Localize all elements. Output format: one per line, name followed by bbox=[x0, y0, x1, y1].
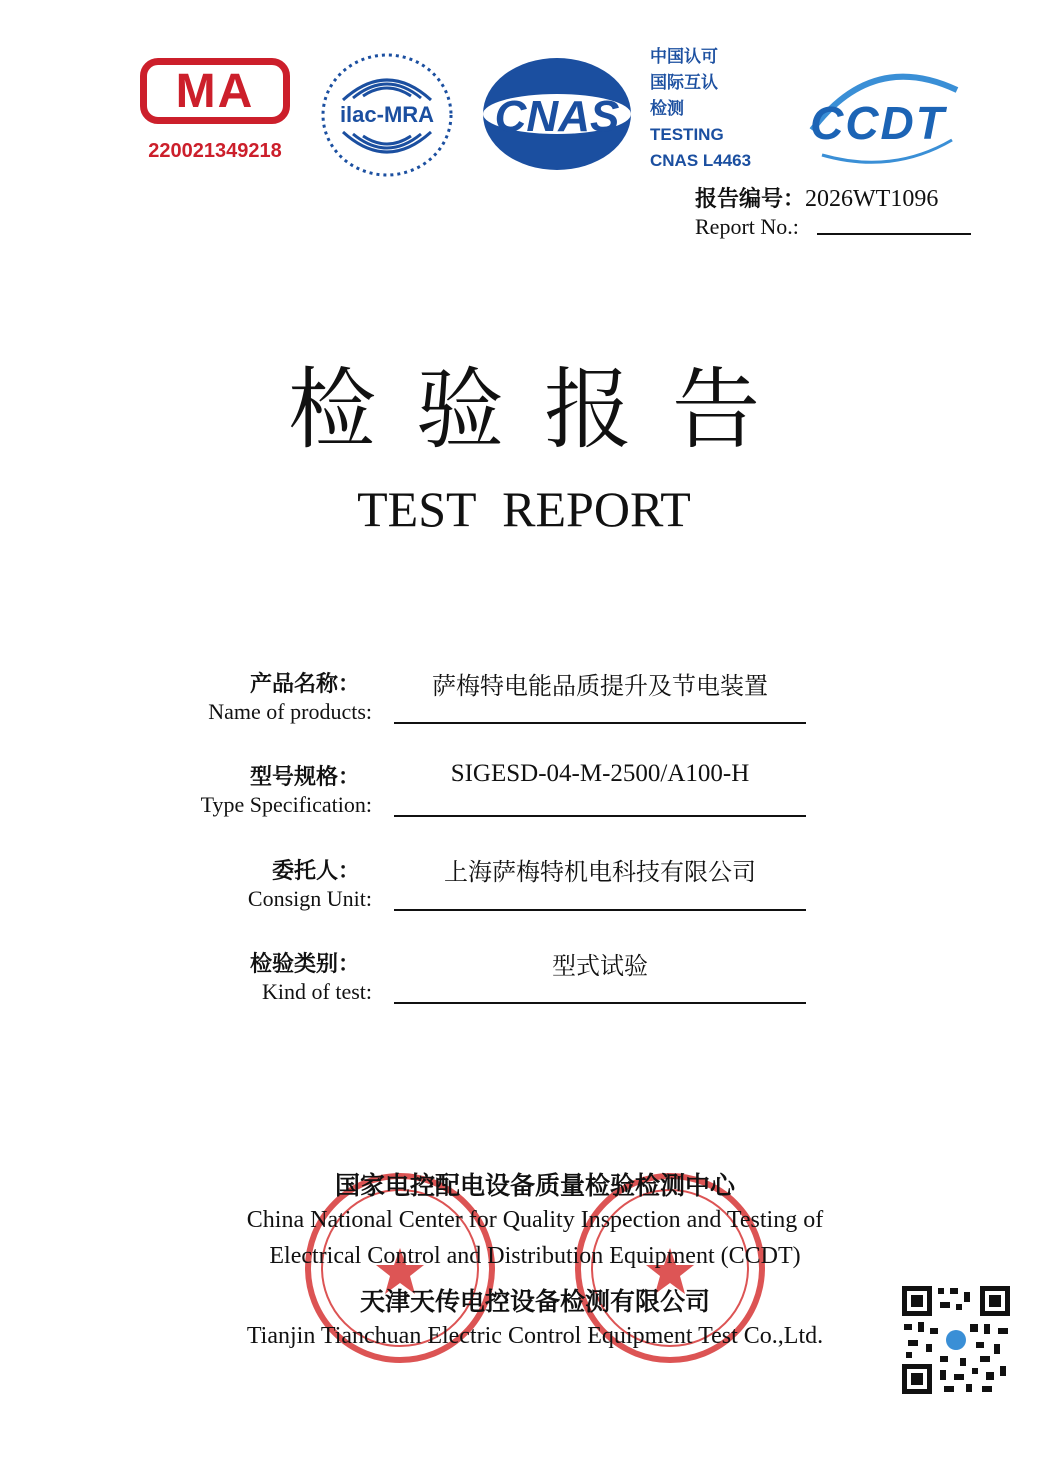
cnas-accreditation-text bbox=[650, 44, 751, 174]
cnas-line: 国际互认 bbox=[650, 73, 718, 92]
field-underline bbox=[394, 1002, 806, 1004]
field-underline bbox=[394, 909, 806, 911]
cnas-line: 中国认可 bbox=[650, 47, 718, 66]
org-name-cn: 天津天传电控设备检测有限公司 bbox=[359, 1287, 710, 1316]
cnas-line: 检测 bbox=[650, 99, 684, 118]
cma-logo bbox=[140, 58, 290, 124]
cnas-line: CNAS L4463 bbox=[650, 151, 752, 170]
cnas-logo-text: CNAS bbox=[494, 92, 620, 141]
report-number-underline bbox=[817, 233, 971, 235]
field-label-cn: 产品名称： bbox=[249, 672, 360, 697]
ilac-mra-logo bbox=[318, 50, 456, 180]
org-name-cn: 国家电控配电设备质量检验检测中心 bbox=[334, 1171, 735, 1200]
cma-logo-text: MA bbox=[175, 64, 255, 118]
field-label-en: Name of products: bbox=[208, 699, 372, 724]
ilac-logo-text: ilac-MRA bbox=[339, 102, 435, 127]
ccdt-logo bbox=[792, 60, 964, 170]
field-value-test-kind: 型式试验 bbox=[552, 952, 648, 980]
cnas-line: TESTING bbox=[650, 125, 724, 144]
cnas-logo bbox=[480, 54, 634, 174]
field-label-cn: 委托人： bbox=[271, 859, 360, 884]
field-label-cn: 检验类别： bbox=[249, 952, 360, 977]
field-underline bbox=[394, 722, 806, 724]
field-label-cn: 型号规格： bbox=[249, 765, 360, 790]
report-number-label: 报告编号： bbox=[695, 187, 806, 212]
report-number-value: 2026WT1096 bbox=[805, 186, 939, 212]
title-chinese: 检验报告 bbox=[287, 358, 800, 461]
report-number bbox=[695, 182, 938, 213]
field-label-en: Type Specification: bbox=[200, 792, 372, 817]
org-name-en: Electrical Control and Distribution Equipment (CCDT) bbox=[269, 1243, 801, 1269]
org-name-en: China National Center for Quality Inspection and Testing of bbox=[246, 1207, 824, 1233]
cma-number: 220021349218 bbox=[148, 140, 282, 162]
title-english: TEST REPORT bbox=[357, 481, 691, 537]
field-value-type-spec: SIGESD-04-M-2500/A100-H bbox=[450, 760, 750, 787]
report-number-label-en: Report No.: bbox=[695, 214, 799, 239]
qr-code-icon bbox=[900, 1284, 1012, 1396]
field-value-product-name: 萨梅特电能品质提升及节电装置 bbox=[432, 672, 768, 700]
field-label-en: Kind of test: bbox=[262, 979, 372, 1004]
field-underline bbox=[394, 815, 806, 817]
org-name-en: Tianjin Tianchuan Electric Control Equipment Test Co.,Ltd. bbox=[246, 1323, 824, 1349]
field-value-consign-unit: 上海萨梅特机电科技有限公司 bbox=[444, 858, 756, 886]
ccdt-logo-text: CCDT bbox=[810, 97, 946, 149]
field-label-en: Consign Unit: bbox=[247, 886, 372, 911]
